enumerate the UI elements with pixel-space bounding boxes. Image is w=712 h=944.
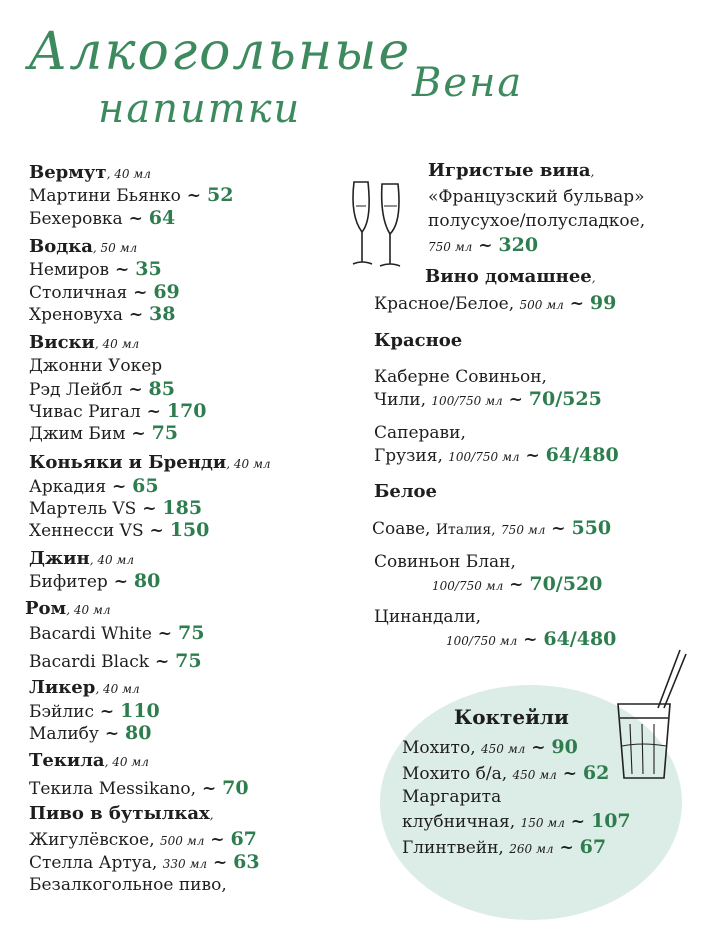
item-price: 64/480 [543,628,617,650]
menu-item [372,517,611,541]
tilde-separator: ~ [519,446,546,466]
menu-item [432,573,602,597]
item-name: Столичная [29,283,128,303]
menu-item [29,622,204,645]
item-price: 110 [120,700,160,722]
item-price: 320 [498,234,539,256]
menu-item [428,234,538,258]
item-volume: 100/750 мл [432,579,504,593]
item-volume: , 40 мл [104,755,149,769]
tilde-separator: ~ [503,575,530,595]
section-name: Белое [374,481,437,502]
menu-item [29,303,175,326]
menu-item [29,874,227,896]
tilde-separator: ~ [556,764,583,784]
menu-item [29,475,159,498]
menu-item [402,836,606,860]
item-price: 62 [582,762,610,784]
item-volume: 450 мл [481,742,526,756]
section-name: Пиво в бутылках [29,803,210,824]
section-heading [29,750,149,773]
item-name: Бэйлис [29,702,94,722]
tilde-separator: ~ [502,390,529,410]
item-price: 64/480 [545,444,619,466]
menu-item [402,736,578,760]
tilde-separator: ~ [472,236,499,256]
menu-item [374,366,547,388]
tilde-separator: ~ [122,209,149,229]
section-name: Ликер [29,677,96,698]
tilde-separator: ~ [122,305,150,325]
item-volume: 750 мл [428,240,473,254]
section-name: Вермут [29,162,107,183]
item-name: Текила Messikano, [29,779,197,799]
item-price: 150 [169,519,210,541]
menu-item [29,497,202,520]
menu-item [29,650,202,673]
tilde-separator: ~ [106,477,133,497]
item-name: Стелла Артуа, [29,853,158,873]
item-price: 38 [149,303,176,325]
item-price: 99 [589,292,617,314]
item-price: 70/525 [528,388,602,410]
item-volume: , 40 мл [106,167,151,181]
item-origin: Италия, [435,522,496,538]
item-name: Совиньон Блан, [374,552,516,572]
tilde-separator: ~ [98,724,126,744]
menu-item [29,281,180,304]
item-volume: 100/750 мл [448,450,520,464]
tilde-separator: ~ [94,702,121,722]
section-heading [29,236,137,259]
item-price: 52 [206,184,234,206]
section-heading [428,160,594,183]
item-name: Грузия, [374,446,443,466]
tilde-separator: ~ [107,572,134,592]
item-name: Маргарита [402,787,502,807]
tilde-separator: ~ [109,260,136,280]
item-volume: , [590,165,595,179]
cocktail-heading: Коктейли [454,705,569,729]
item-name: Мохито, [402,738,476,758]
menu-item [29,851,260,875]
tilde-separator: ~ [140,402,167,422]
menu-item [29,570,160,593]
menu-item [29,400,206,423]
item-name: Бехеровка [29,209,123,229]
item-name: Мартель VS [29,499,137,519]
menu-title-line2: напитки [98,86,302,132]
item-name: Каберне Совиньон, [374,367,547,387]
tilde-separator: ~ [563,294,590,314]
item-price: 75 [177,622,205,644]
item-price: 65 [132,475,159,497]
item-volume: , 40 мл [89,553,135,567]
section-name: Джин [29,548,90,569]
menu-item [428,186,645,208]
section-heading [374,481,437,503]
item-price: 185 [162,497,203,519]
item-name: Джим Бим [29,424,126,444]
menu-item [29,207,175,230]
menu-item [29,422,178,445]
item-volume: 260 мл [509,842,554,856]
item-name: Джонни Уокер [29,356,163,376]
item-price: 80 [125,722,152,744]
tilde-separator: ~ [196,779,223,799]
section-name: Текила [29,750,105,771]
tilde-separator: ~ [151,624,178,644]
tilde-separator: ~ [127,283,154,303]
item-name: Саперави, [374,423,466,443]
section-heading [374,330,462,352]
item-price: 63 [233,851,260,873]
tilde-separator: ~ [149,652,176,672]
item-name: Цинандали, [374,607,482,627]
item-volume: , 40 мл [95,682,140,696]
item-price: 90 [551,736,578,758]
item-name: Bacardi White [29,624,152,644]
item-volume: , 40 мл [94,337,140,351]
item-volume: 750 мл [501,523,546,537]
item-name: Чили, [374,390,427,410]
section-name: Виски [29,332,95,353]
item-name: Bacardi Black [29,652,150,672]
section-heading [29,803,214,826]
menu-item [374,292,616,316]
menu-item [29,777,249,800]
item-name: Соаве, [372,519,431,539]
item-price: 170 [166,400,207,422]
tilde-separator: ~ [207,853,234,873]
item-name: Бифитер [29,572,108,592]
menu-item [402,786,501,808]
item-volume: 450 мл [512,768,557,782]
item-volume: , 40 мл [66,603,111,617]
item-name: Чивас Ригал [29,402,141,422]
item-volume: 100/750 мл [431,394,503,408]
item-price: 85 [148,378,175,400]
item-name: Немиров [29,260,110,280]
menu-item [402,762,609,786]
cocktail-glass-icon [612,646,692,786]
section-heading [29,332,139,355]
item-name: «Французский бульвар» [428,187,645,207]
item-price: 80 [133,570,161,592]
item-price: 70 [222,777,249,799]
item-name: Малибу [29,724,99,744]
menu-item [428,210,645,232]
section-name: Коньяки и Бренди [29,452,227,473]
item-price: 64 [148,207,176,229]
item-volume: 330 мл [162,857,208,871]
item-name: Жигулёвское, [29,830,155,850]
menu-item [29,519,209,542]
section-name: Водка [29,236,93,257]
menu-title-line1: Алкогольные [28,22,412,82]
item-price: 75 [151,422,179,444]
menu-item [402,810,631,834]
menu-item [446,628,616,652]
item-name: Хеннесси VS [29,521,144,541]
menu-item [29,700,160,723]
item-name: Мохито б/а, [402,764,508,784]
item-price: 70/520 [529,573,603,595]
menu-item [29,184,233,207]
item-volume: 150 мл [520,816,565,830]
item-volume: 500 мл [519,298,564,312]
tilde-separator: ~ [136,499,163,519]
item-volume: , 50 мл [92,241,138,255]
item-name: Красное/Белое, [374,294,515,314]
item-price: 550 [571,517,612,539]
menu-item [374,606,481,628]
item-name: Аркадия [29,477,107,497]
venue-name: Вена [412,60,524,106]
champagne-glasses-icon [348,176,410,272]
menu-item [374,444,619,468]
menu-item [29,378,175,401]
item-volume: , [591,271,596,285]
item-price: 35 [135,258,162,280]
tilde-separator: ~ [564,812,591,832]
section-heading [29,162,151,185]
section-name: Игристые вина [428,160,591,181]
tilde-separator: ~ [553,838,580,858]
item-price: 67 [579,836,607,858]
menu-item [374,388,602,412]
menu-item [374,551,516,573]
item-price: 69 [153,281,180,303]
item-name: Глинтвейн, [402,838,504,858]
tilde-separator: ~ [517,630,544,650]
item-name: Мартини Бьянко [29,186,181,206]
section-name: Вино домашнее [425,266,592,287]
section-heading [29,548,134,571]
menu-item [29,258,162,281]
item-volume: 100/750 мл [446,634,518,648]
menu-item [374,422,466,444]
menu-item [29,828,257,852]
tilde-separator: ~ [180,186,207,206]
tilde-separator: ~ [143,521,170,541]
tilde-separator: ~ [125,424,152,444]
item-name: Рэд Лейбл [29,380,123,400]
menu-item [29,355,162,377]
tilde-separator: ~ [204,830,231,850]
item-name: полусухое/полусладкое, [428,211,646,231]
menu-item [29,722,151,745]
section-name: Ром [25,598,67,619]
item-volume: , 40 мл [226,457,271,471]
section-heading [29,452,271,475]
section-name: Красное [374,330,463,351]
section-heading [29,677,140,700]
section-heading [25,598,111,621]
item-price: 107 [590,810,631,832]
item-name: Хреновуха [29,305,123,325]
section-heading [425,266,596,289]
tilde-separator: ~ [122,380,149,400]
item-name: Безалкогольное пиво, [29,875,227,895]
item-price: 67 [230,828,257,850]
tilde-separator: ~ [525,738,552,758]
item-name: клубничная, [402,812,516,832]
tilde-separator: ~ [545,519,572,539]
item-volume: , [209,808,214,822]
item-price: 75 [175,650,202,672]
item-volume: 500 мл [160,834,205,848]
